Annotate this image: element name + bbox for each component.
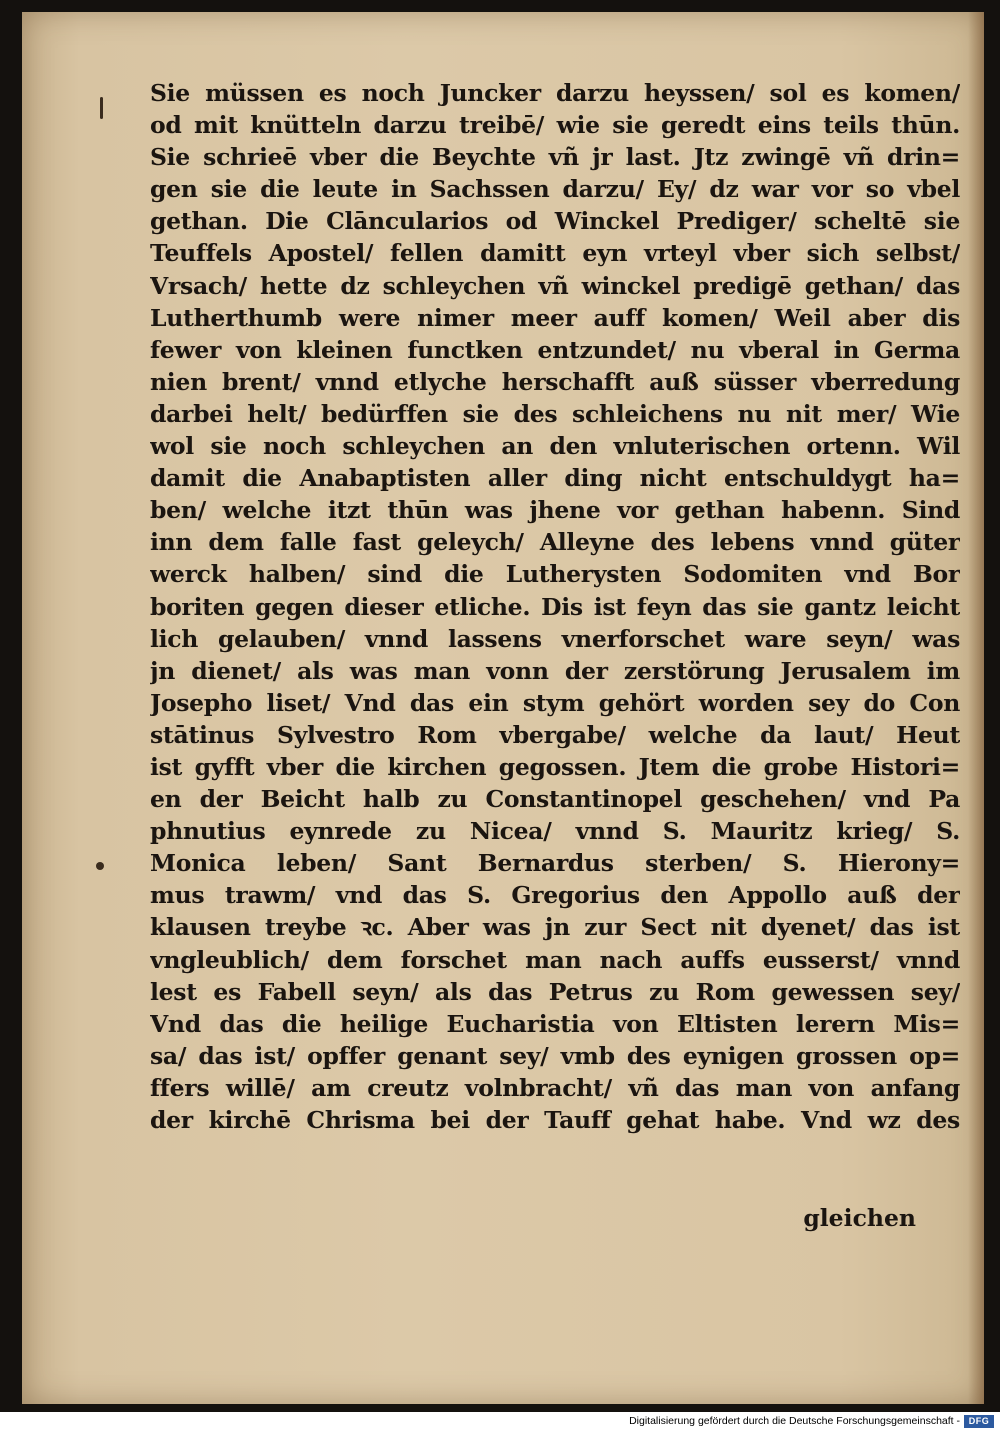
text-line: Lutherthumb were nimer meer auff komen/ Weil aber dis — [150, 303, 960, 332]
text-line: inn dem falle fast geleych/ Alleyne des lebens vnnd güter — [150, 528, 960, 557]
dfg-logo: DFG — [964, 1415, 994, 1428]
book-page — [22, 12, 984, 1404]
margin-mark — [100, 97, 103, 119]
text-line: gethan. Die Clāncularios od Winckel Prediger/ scheltē sie — [150, 207, 960, 236]
text-line: od mit knütteln darzu treibē/ wie sie geredt eins teils thūn. — [150, 111, 960, 140]
text-line: damit die Anabaptisten aller ding nicht entschuldygt ha= — [150, 464, 960, 493]
text-line: Sie müssen es noch Juncker darzu heyssen/ sol es komen/ — [150, 79, 960, 107]
text-line: gen sie die leute in Sachssen darzu/ Ey/ dz war vor so vbel — [150, 175, 960, 204]
text-line: klausen treybe ꝛc. Aber was jn zur Sect nit dyenet/ das ist — [150, 913, 960, 942]
text-line: en der Beicht halb zu Constantinopel geschehen/ vnd Pa — [150, 785, 960, 814]
text-line: ist gyfft vber die kirchen gegossen. Jtem die grobe Histori= — [150, 752, 960, 781]
text-line: werck halben/ sind die Lutherysten Sodomiten vnd Bor — [150, 560, 960, 589]
body-text — [150, 77, 960, 1136]
text-line: darbei helt/ bedürffen sie des schleichens nu nit mer/ Wie — [150, 399, 960, 428]
page-edge-shadow — [968, 12, 984, 1404]
text-line: der kirchē Chrisma bei der Tauff gehat habe. Vnd wz des — [150, 1106, 960, 1134]
text-line: fewer von kleinen functken entzundet/ nu vberal in Germa — [150, 335, 960, 364]
catchword: gleichen — [803, 1204, 916, 1232]
text-line: ffers willē/ am creutz volnbracht/ vñ das man von anfang — [150, 1073, 960, 1102]
footer-bar — [0, 1412, 1000, 1432]
text-line: sa/ das ist/ opffer genant sey/ vmb des eynigen grossen op= — [150, 1041, 960, 1070]
text-line: ben/ welche itzt thūn was jhene vor gethan habenn. Sind — [150, 496, 960, 525]
text-line: jn dienet/ als was man vonn der zerstörung Jerusalem im — [150, 656, 960, 685]
text-line: Vrsach/ hette dz schleychen vñ winckel predigē gethan/ das — [150, 271, 960, 300]
text-line: lest es Fabell seyn/ als das Petrus zu Rom gewessen sey/ — [150, 977, 960, 1006]
text-line: mus trawm/ vnd das S. Gregorius den Appollo auß der — [150, 881, 960, 910]
text-line: wol sie noch schleychen an den vnluterischen ortenn. Wil — [150, 432, 960, 461]
text-line: lich gelauben/ vnnd lassens vnerforschet ware seyn/ was — [150, 624, 960, 653]
text-line: Vnd das die heilige Eucharistia von Eltisten lerern Mis= — [150, 1009, 960, 1038]
margin-mark — [96, 862, 104, 870]
text-line: nien brent/ vnnd etlyche herschafft auß süsser vberredung — [150, 367, 960, 396]
text-line: Sie schrieē vber die Beychte vñ jr last. Jtz zwingē vñ drin= — [150, 143, 960, 172]
text-line: phnutius eynrede zu Nicea/ vnnd S. Mauritz krieg/ S. — [150, 817, 960, 846]
text-line: Teuffels Apostel/ fellen damitt eyn vrteyl vber sich selbst/ — [150, 239, 960, 268]
text-line: Josepho liset/ Vnd das ein stym gehört worden sey do Con — [150, 688, 960, 717]
text-line: vngleublich/ dem forschet man nach auffs eusserst/ vnnd — [150, 945, 960, 974]
text-line: stātinus Sylvestro Rom vbergabe/ welche da laut/ Heut — [150, 720, 960, 749]
text-line: Monica leben/ Sant Bernardus sterben/ S. Hierony= — [150, 849, 960, 878]
footer-credit: Digitalisierung gefördert durch die Deutsche Forschungsgemeinschaft - — [629, 1415, 960, 1427]
text-line: boriten gegen dieser etliche. Dis ist feyn das sie gantz leicht — [150, 592, 960, 621]
